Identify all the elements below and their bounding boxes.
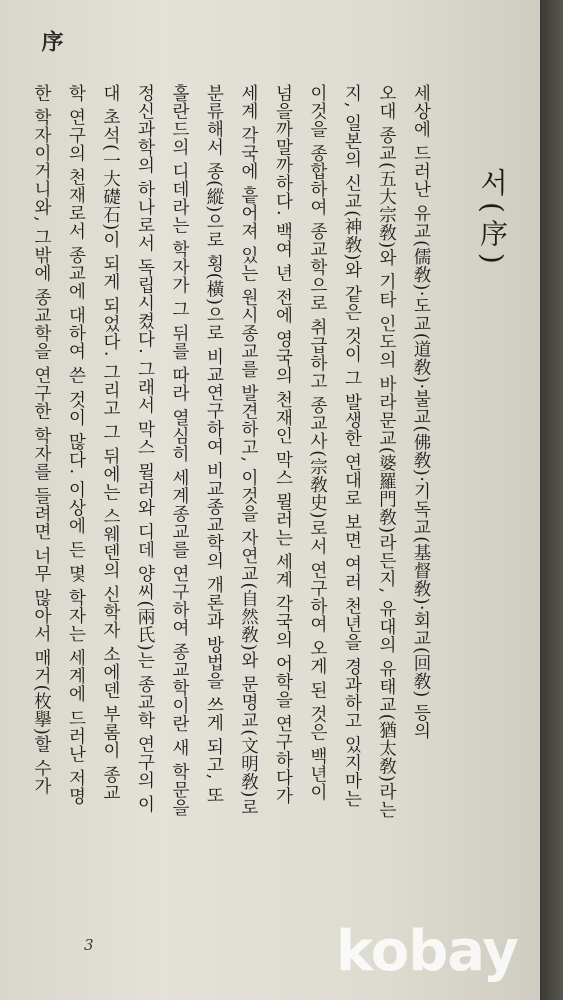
text-column: 정신과학의 하나로서 독립시켰다. 그래서 막스 뮐러와 디데 양씨(兩氏)는 종교학 연구의 이 [135, 84, 155, 814]
page-title: 서(序) [476, 168, 509, 270]
text-column: 한 학자이거니와, 그밖에 종교학을 연구한 학자를 들려면 너무 많아서 매거(枚擧)할 수가 [31, 84, 52, 796]
running-header: 序 [38, 30, 64, 52]
text-column: 대 초석(一大礎石)이 되게 되었다. 그리고 그 뒤에는 스웨덴의 신학자 소에덴 부롬이 종교 [100, 84, 121, 802]
text-column: 이것을 종합하여 종교학으로 취급하고 종교사(宗敎史)로서 연구하여 오게 된 것은 백년이 [307, 84, 328, 802]
book-edge [540, 0, 563, 1000]
text-column: 홀란드의 디데라는 학자가 그 뒤를 따라 열심히 세계종교를 연구하여 종교학이란 새 학문을 [169, 84, 190, 817]
watermark-logo: kobay [336, 919, 518, 984]
body-text [31, 84, 438, 954]
page-number: 3 [84, 936, 94, 954]
text-column: 넘을까말까하다. 백여 년 전에 영국의 천재인 막스 뮐러는 세계 각국의 어학을 연구하다가 [273, 84, 293, 805]
text-column: 세계 각국에 흩어져 있는 원시종교를 발견하고, 이것을 자연교(自然敎)와 문명교(文明敎)로 [238, 84, 259, 816]
text-column: 지, 일본의 신교(神敎)와 같은 것이 그 발생한 연대로 보면 여러 천년을 경과하고 있지마는 [342, 84, 362, 808]
text-column: 분류해서 종(縱)으로 횡(橫)으로 비교연구하여 비교종교학의 개론과 방법을 쓰게 되고, 또 [204, 84, 224, 804]
text-column: 오대 종교(五大宗敎)와 기타 인도의 바라문교(婆羅門敎)라든지, 유대의 유태교(猶太敎)라는 [376, 84, 397, 819]
text-column: 세상에 드러난 유교(儒敎)·도교(道敎)·불교(佛敎)·기독교(基督敎)·회교(回敎) 등의 [411, 84, 431, 740]
text-column: 학 연구의 천재로서 종교에 대하여 쓴 것이 많다. 이상에 든 몇 학자는 세계에 드러난 저명 [66, 84, 86, 805]
